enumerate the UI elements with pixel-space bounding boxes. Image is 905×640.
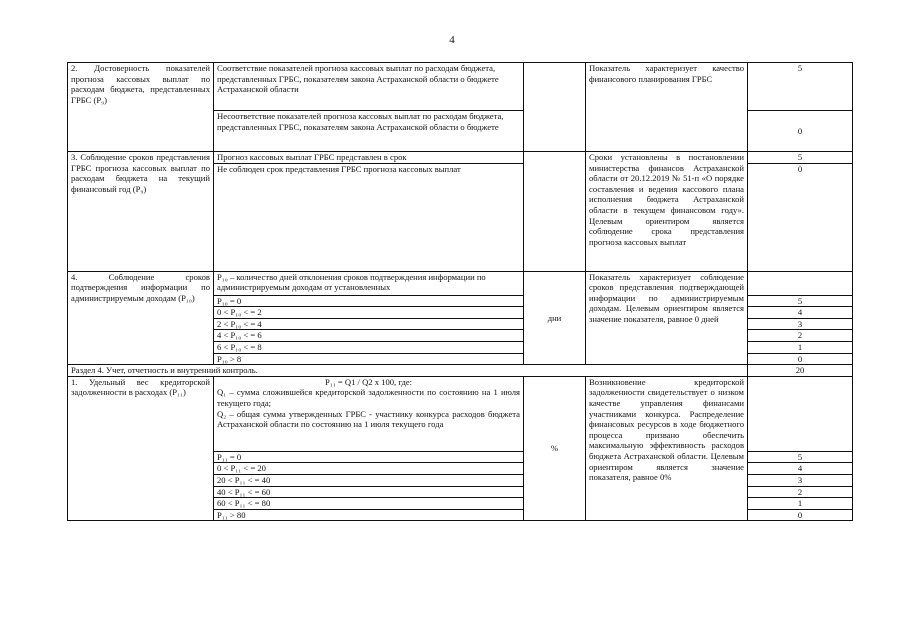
score-cell [748,271,853,295]
criterion-comment: Сроки установлены в постановлении министерства финансов Астраханской области от 20.12.2019 № 51-п «О порядке составления и ведения кассового плана исполнения бюджета Астраханской области в текущем финансовом году». Целевым ориентиром является соблюдение срока представления прогноза кассовых выплат [586,152,748,272]
range-cell: 6 < P₁₀ < = 8 [214,341,524,353]
formula-q2: Q₂ – общая сумма утвержденных ГРБС - участнику конкурса расходов бюджета Астраханской области по состоянию на 1 июля текущего года [217,408,520,430]
criterion-option: Прогноз кассовых выплат ГРБС представлен в срок [214,152,524,164]
section-score: 20 [748,365,853,377]
criterion-name-income-info: 4. Соблюдение сроков подтверждения информации по администрируемым доходам (P₁₀) [68,271,214,365]
criterion-option: Не соблюден срок представления ГРБС прогноза кассовых выплат [214,163,524,271]
score-cell: 0 [748,509,853,521]
score-cell: 5 [748,451,853,463]
score-cell: 5 [748,295,853,307]
range-cell: 2 < P₁₀ < = 4 [214,318,524,330]
criterion-name-text: 1. Удельный вес кредиторской задолженности в расходах (P₁₁) [71,376,210,398]
range-cell: 40 < P₁₁ < = 60 [214,486,524,498]
unit-cell [524,152,586,272]
unit-label: дни [524,271,586,365]
score-cell: 5 [748,63,853,111]
range-cell: 0 < P₁₁ < = 20 [214,463,524,475]
range-cell: P₁₀ = 0 [214,295,524,307]
score-cell: 0 [748,163,853,271]
criterion-name-deadlines: 3. Соблюдение сроков представления ГРБС прогноза кассовых выплат по расходам бюджета на текущий финансовый год (P₉) [68,152,214,272]
criterion-name-payables [68,376,214,521]
unit-label: % [524,376,586,521]
range-cell: P₁₀ > 8 [214,353,524,365]
criterion-comment: Показатель характеризует качество финансового планирования ГРБС [586,63,748,152]
formula-q1: Q₁ – сумма сложившейся кредиторской задолженности по состоянию на 1 июля текущего года; [217,387,520,408]
unit-cell [524,63,586,152]
score-cell: 3 [748,474,853,486]
criterion-comment: Показатель характеризует соблюдение сроков представления подтверждающей информации по администрируемым доходам. Целевым ориентиром является значение показателя, равное 0 дней [586,271,748,365]
criterion-description: P₁₀ – количество дней отклонения сроков подтверждения информации по администрируемым доходам от установленных [214,271,524,295]
score-cell: 1 [748,341,853,353]
score-cell: 0 [748,353,853,365]
formula: P₁₁ = Q1 / Q2 x 100, где: [324,376,413,387]
score-cell: 1 [748,498,853,510]
range-cell: 4 < P₁₀ < = 6 [214,330,524,342]
range-cell: 20 < P₁₁ < = 40 [214,474,524,486]
score-cell: 2 [748,330,853,342]
criterion-option: Соответствие показателей прогноза кассовых выплат по расходам бюджета, представленных ГРБС, показателям закона Астраханской области о бюджете Астраханской области [214,63,524,111]
criteria-table [67,62,853,521]
score-cell: 3 [748,318,853,330]
score-cell: 0 [748,111,853,152]
criterion-option: Несоответствие показателей прогноза кассовых выплат по расходам бюджета, представленных ГРБС, показателям закона Астраханской области о бюджете [214,111,524,152]
range-cell: 0 < P₁₀ < = 2 [214,307,524,319]
score-cell: 4 [748,307,853,319]
criterion-formula-cell [214,376,524,451]
criterion-name-reliability: 2. Достоверность показателей прогноза кассовых выплат по расходам бюджета, представленных ГРБС (P₉) [68,63,214,152]
range-cell: P₁₁ = 0 [214,451,524,463]
score-cell: 5 [748,152,853,164]
criterion-comment: Возникновение кредиторской задолженности свидетельствует о низком качестве управления финансами участниками конкурса. Распределение финансовых ресурсов в ходе бюджетного процесса призвано обеспечить максимальную эффективность расходов бюджета Астраханской области. Целевым ориентиром является значение показателя, равное 0% [586,376,748,521]
section-title: Раздел 4. Учет, отчетность и внутренний контроль. [68,365,748,377]
range-cell: P₁₁ > 80 [214,509,524,521]
score-cell [748,376,853,451]
score-cell: 2 [748,486,853,498]
range-cell: 60 < P₁₁ < = 80 [214,498,524,510]
page-number: 4 [449,34,455,46]
score-cell: 4 [748,463,853,475]
